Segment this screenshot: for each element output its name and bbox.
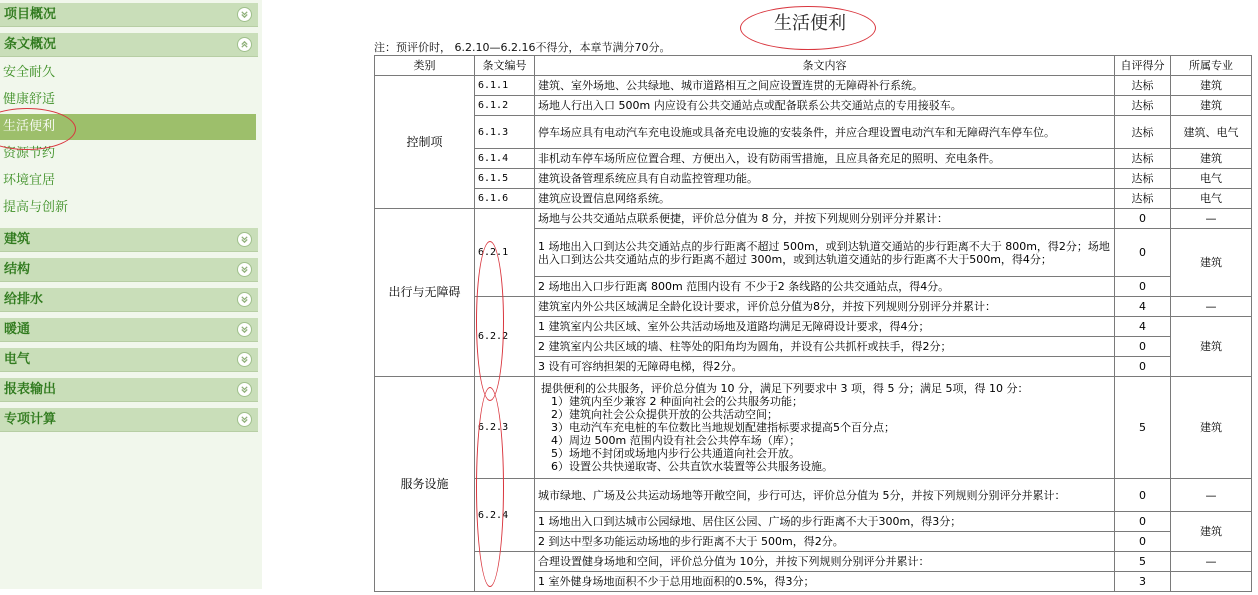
category-cell: 出行与无障碍 [375,209,475,377]
sidebar-item-resources[interactable]: 资源节约 [3,146,56,161]
sidebar-item-innovation[interactable]: 提高与创新 [3,200,69,215]
category-cell: 服务设施 [375,377,475,592]
table-row [375,96,1252,116]
chevron-down-icon[interactable] [237,292,252,307]
self-score[interactable]: 0 [1115,277,1171,297]
section-project-overview[interactable] [0,3,258,27]
table-row [375,377,1252,479]
table-row [375,169,1252,189]
self-score[interactable]: 0 [1115,209,1171,229]
major-cell: 建筑 [1171,317,1252,377]
section-clause-overview[interactable] [0,33,258,57]
major-cell: — [1171,479,1252,512]
self-score[interactable]: 达标 [1115,169,1171,189]
clause-content: 建筑应设置信息网络系统。 [535,189,1115,209]
clause-line: 5）场地不封闭或场地内步行公共通道向社会开放。 [551,447,800,460]
chevron-up-icon[interactable] [237,37,252,52]
scoring-note: 注：预评价时， 6.2.10—6.2.16不得分，本章节满分70分。 [374,41,671,54]
clause-code: 6.1.5 [475,169,535,189]
self-score[interactable]: 5 [1115,377,1171,479]
section-label: 专项计算 [4,412,57,427]
self-score[interactable]: 达标 [1115,76,1171,96]
section-hvac[interactable] [0,318,258,342]
chevron-down-icon[interactable] [237,262,252,277]
section-structure[interactable] [0,258,258,282]
table-row [375,116,1252,149]
table-row [375,479,1252,512]
table-row [375,552,1252,572]
major-cell: 建筑 [1171,149,1252,169]
table-row [375,209,1252,229]
clause-content: 建筑设备管理系统应具有自动监控管理功能。 [535,169,1115,189]
self-score[interactable]: 0 [1115,357,1171,377]
major-cell: — [1171,552,1252,572]
clause-code: 6.1.3 [475,116,535,149]
section-architecture[interactable] [0,228,258,252]
chevron-down-icon[interactable] [237,232,252,247]
clause-code: 6.2.1 [475,209,535,297]
clause-line: 提供便利的公共服务，评价总分值为 10 分，满足下列要求中 3 项，得 5 分；满足 5项，得 10 分： [541,382,1029,395]
section-label: 建筑 [4,232,31,247]
major-cell: — [1171,209,1252,229]
sidebar [0,0,262,589]
clause-content: 2 到达中型多功能运动场地的步行距离不大于 500m，得2分。 [535,532,1115,552]
clause-line: 4）周边 500m 范围内设有社会公共停车场（库）； [551,434,801,447]
column-header: 条文编号 [475,56,535,76]
sidebar-item-convenience[interactable]: 生活便利 [0,114,256,140]
section-label: 结构 [4,262,31,277]
clause-content: 建筑室内外公共区域满足全龄化设计要求，评价总分值为8分，并按下列规则分别评分并累计： [535,297,1115,317]
clause-content: 建筑、室外场地、公共绿地、城市道路相互之间应设置连贯的无障碍补行系统。 [535,76,1115,96]
self-score[interactable]: 0 [1115,532,1171,552]
clause-content: 2 场地出入口步行距离 800m 范围内设有 不少于2 条线路的公共交通站点，得4分。 [535,277,1115,297]
clause-code: 6.2.2 [475,297,535,377]
section-label: 暖通 [4,322,31,337]
self-score[interactable]: 3 [1115,572,1171,592]
major-cell: 建筑 [1171,229,1252,297]
major-cell: 建筑 [1171,512,1252,552]
clause-content: 场地人行出入口 500m 内应设有公共交通站点或配备联系公共交通站点的专用接驳车。 [535,96,1115,116]
self-score[interactable]: 0 [1115,229,1171,277]
section-label: 项目概况 [4,7,57,22]
sidebar-item-environment[interactable]: 环境宜居 [3,173,56,188]
clause-code: 6.1.4 [475,149,535,169]
clause-code: 6.2.4 [475,479,535,552]
table-header-row [375,56,1252,76]
sidebar-item-health[interactable]: 健康舒适 [3,92,56,107]
section-label: 条文概况 [4,37,57,52]
clause-content: 1 场地出入口到达城市公园绿地、居住区公园、广场的步行距离不大于300m，得3分； [535,512,1115,532]
chevron-down-icon[interactable] [237,412,252,427]
table-row [375,76,1252,96]
major-cell: 建筑 [1171,76,1252,96]
major-cell: 建筑 [1171,377,1252,479]
table-row [375,149,1252,169]
clause-line: 2）建筑向社会公众提供开放的公共活动空间； [551,408,778,421]
self-score[interactable]: 0 [1115,337,1171,357]
major-cell: 电气 [1171,189,1252,209]
clause-table-container [374,55,1252,595]
section-electrical[interactable] [0,348,258,372]
table-row [375,189,1252,209]
section-label: 给排水 [4,292,44,307]
clause-content: 合理设置健身场地和空间，评价总分值为 10分，并按下列规则分别评分并累计： [535,552,1115,572]
major-cell: 电气 [1171,169,1252,189]
major-cell: — [1171,297,1252,317]
page-title: 生活便利 [774,13,846,34]
major-cell: 建筑、电气 [1171,116,1252,149]
self-score[interactable]: 达标 [1115,96,1171,116]
clause-content: 场地与公共交通站点联系便捷，评价总分值为 8 分，并按下列规则分别评分并累计： [535,209,1115,229]
self-score[interactable]: 4 [1115,317,1171,337]
section-label: 电气 [4,352,31,367]
clause-content: 城市绿地、广场及公共运动场地等开敞空间，步行可达，评价总分值为 5分，并按下列规则分别评分并累计： [535,479,1115,512]
column-header: 所属专业 [1171,56,1252,76]
clause-content: 停车场应具有电动汽车充电设施或具备充电设施的安装条件，并应合理设置电动汽车和无障碍汽车停车位。 [535,116,1115,149]
chevron-down-icon[interactable] [237,352,252,367]
chevron-down-icon[interactable] [237,7,252,22]
section-report-output[interactable] [0,378,258,402]
sidebar-item-safety[interactable]: 安全耐久 [3,65,56,80]
section-label: 报表输出 [4,382,57,397]
clause-content: 1 室外健身场地面积不少于总用地面积的0.5%，得3分； [535,572,1115,592]
self-score[interactable]: 0 [1115,512,1171,532]
category-cell: 控制项 [375,76,475,209]
self-score[interactable]: 4 [1115,297,1171,317]
section-plumbing[interactable] [0,288,258,312]
clause-code [475,552,535,592]
clause-content: 3 设有可容纳担架的无障碍电梯，得2分。 [535,357,1115,377]
major-cell: 建筑 [1171,96,1252,116]
clause-code: 6.2.3 [475,377,535,479]
chevron-down-icon[interactable] [237,322,252,337]
self-score[interactable]: 0 [1115,479,1171,512]
clause-content: 1 建筑室内公共区域、室外公共活动场地及道路均满足无障碍设计要求，得4分； [535,317,1115,337]
table-row [375,297,1252,317]
clause-content: 2 建筑室内公共区域的墙、柱等处的阳角均为圆角，并设有公共抓杆或扶手，得2分； [535,337,1115,357]
clause-table [374,55,1252,592]
self-score[interactable]: 5 [1115,552,1171,572]
self-score[interactable]: 达标 [1115,189,1171,209]
clause-content [535,377,1115,479]
clause-line: 3）电动汽车充电桩的车位数比当地规划配建指标要求提高5个百分点； [551,421,895,434]
clause-content: 非机动车停车场所应位置合理、方便出入，设有防雨雪措施，且应具备充足的照明、充电条件。 [535,149,1115,169]
chevron-down-icon[interactable] [237,382,252,397]
clause-line: 6）设置公共快递取寄、公共直饮水装置等公共服务设施。 [551,460,833,473]
self-score[interactable]: 达标 [1115,116,1171,149]
column-header: 条文内容 [535,56,1115,76]
clause-code: 6.1.2 [475,96,535,116]
column-header: 自评得分 [1115,56,1171,76]
clause-content: 1 场地出入口到达公共交通站点的步行距离不超过 500m，或到达轨道交通站的步行距离不大于 800m，得2分；场地出入口到达公共交通站点的步行距离不超过 300m，或到达轨道交通站的步行距离不大于500m，得4分； [535,229,1115,277]
clause-code: 6.1.6 [475,189,535,209]
column-header: 类别 [375,56,475,76]
section-special-calc[interactable] [0,408,258,432]
clause-line: 1）建筑内至少兼容 2 种面向社会的公共服务功能； [551,395,803,408]
clause-code: 6.1.1 [475,76,535,96]
self-score[interactable]: 达标 [1115,149,1171,169]
